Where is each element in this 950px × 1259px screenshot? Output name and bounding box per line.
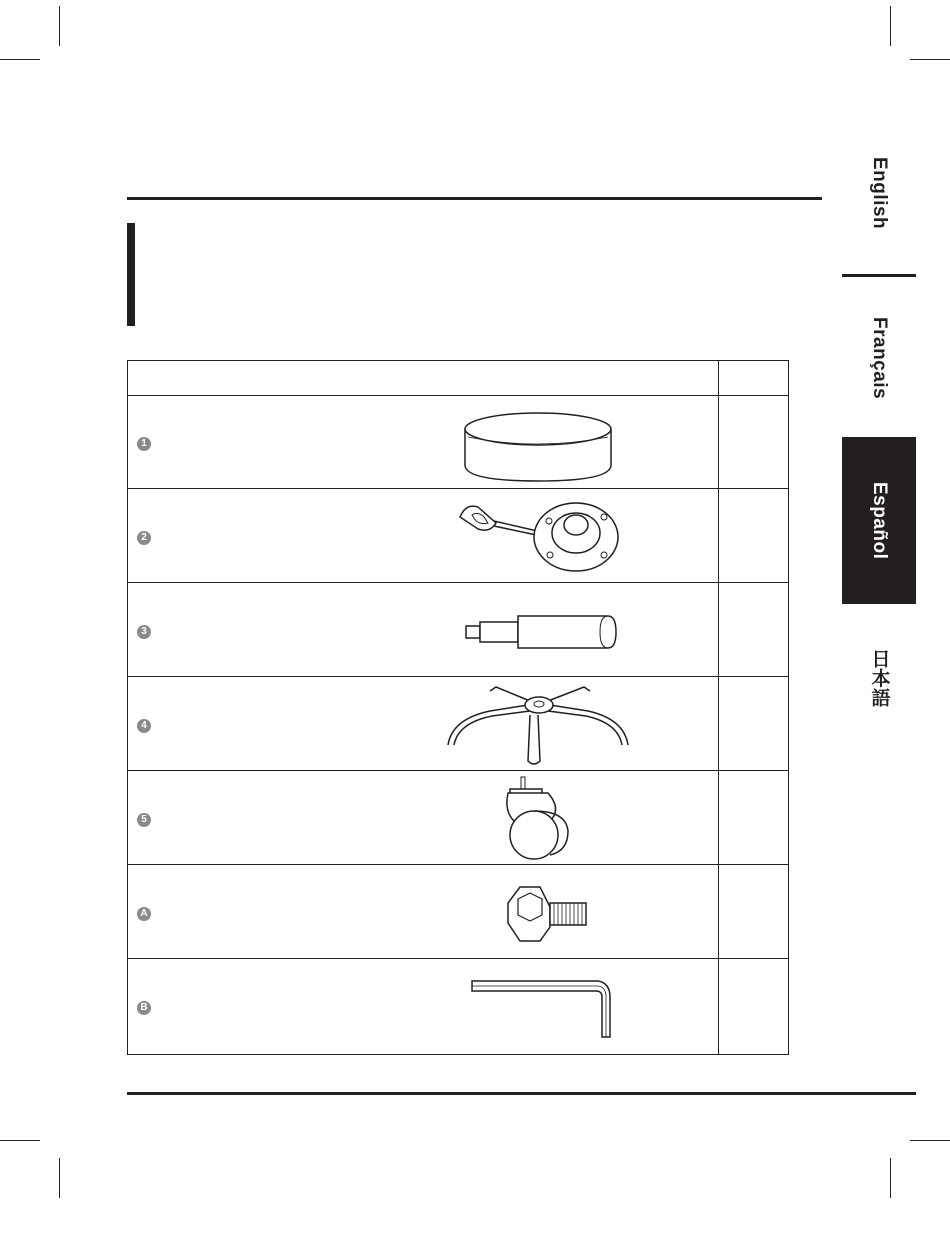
table-row <box>128 677 788 771</box>
tab-english[interactable] <box>842 118 916 268</box>
tab-english-label: English <box>869 156 890 230</box>
quantity-cell <box>719 489 789 582</box>
tab-francais[interactable] <box>842 283 916 433</box>
tab-japanese[interactable] <box>842 638 916 718</box>
table-row <box>128 583 788 677</box>
crop-mark <box>0 1140 40 1141</box>
quantity-cell <box>719 677 789 770</box>
quantity-cell <box>719 771 789 864</box>
quantity-cell <box>719 959 789 1052</box>
parts-table <box>127 360 789 1055</box>
table-row <box>128 959 788 1053</box>
part-badge: 3 <box>137 625 151 639</box>
tab-japanese-label: 日本語 <box>868 648 890 708</box>
part-badge: 2 <box>137 531 151 545</box>
part-badge: B <box>137 1001 151 1015</box>
allen-key-icon <box>438 963 638 1049</box>
crop-mark <box>890 6 891 46</box>
seat-cushion-icon <box>438 399 638 485</box>
part-badge: A <box>137 907 151 921</box>
tab-espanol-label: Español <box>869 481 890 560</box>
quantity-cell <box>719 583 789 676</box>
crop-mark <box>910 1140 950 1141</box>
table-row <box>128 489 788 583</box>
part-badge: 1 <box>137 437 151 451</box>
crop-mark <box>59 1158 60 1198</box>
table-row <box>128 395 788 489</box>
quantity-cell <box>719 395 789 488</box>
caster-wheel-icon <box>438 775 638 861</box>
part-badge: 4 <box>137 719 151 733</box>
part-badge: 5 <box>137 813 151 827</box>
crop-mark <box>59 6 60 46</box>
tab-espanol[interactable] <box>842 437 916 604</box>
quantity-cell <box>719 865 789 958</box>
section-title-bar <box>127 223 135 326</box>
crop-mark <box>910 59 950 60</box>
crop-mark <box>0 59 40 60</box>
crop-mark <box>890 1158 891 1198</box>
tab-francais-label: Français <box>869 316 890 400</box>
star-base-icon <box>438 681 638 767</box>
table-row <box>128 771 788 865</box>
table-row <box>128 865 788 959</box>
gas-cylinder-icon <box>438 587 638 673</box>
tab-separator <box>842 274 916 277</box>
table-header <box>128 361 788 396</box>
footer-rule <box>127 1092 916 1095</box>
seat-mechanism-plate-icon <box>438 493 638 579</box>
hex-bolt-icon <box>438 869 638 955</box>
header-rule <box>127 197 822 200</box>
